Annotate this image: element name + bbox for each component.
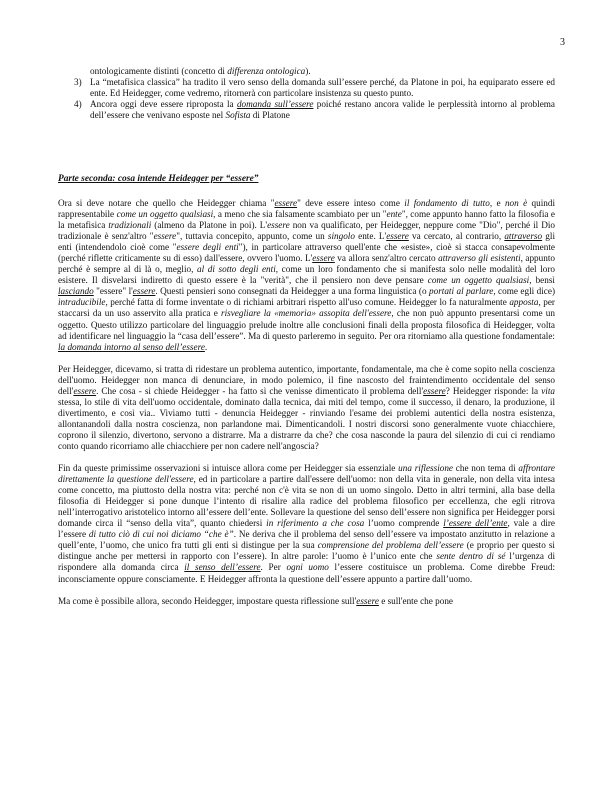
paragraph: Ora si deve notare che quello che Heidegger chiama "essere" deve essere inteso come il fondamento di tutto, e non è quindi rappresentabile come un oggetto qualsiasi, a meno che sia falsamente scambiato per un "ente", come appunto hanno fatto la filosofia e la metafisica tradizionali (almeno da Platone in poi). L'essere non va qualificato, per Heidegger, neppure come "Dio", perché il Dio tradizionale è senz'altro "essere", tuttavia concepito, appunto, come un singolo ente. L'essere va cercato, al contrario, attraverso gli enti (intendendolo cioè come "essere degli enti"), in particolare attraverso quell'ente che «esiste», cioè si stacca consapevolmente (perché riflette criticamente su di esso) dall'essere, ovvero l'uomo. L'essere va allora senz'altro cercato attraverso gli esistenti, appunto perché è sempre al di là o, meglio, al di sotto degli enti, come un loro fondamento che si manifesta solo nelle modalità del loro esistere. Il disvelarsi indiretto di questo essere è la "verità", che il pensiero non deve pensare come un oggetto qualsiasi, bensì lasciando "essere" l'essere. Questi pensieri sono consegnati da Heidegger a una forma linguistica (o portati al parlare, come egli dice) intraducibile, perché fatta di forme inventate o di richiami arbitrari rispetto all'uso comune. Heidegger lo fa naturalmente apposta, per staccarsi da un uso asservito alla pratica e risvegliare la «memoria» assopita dell'essere, che non può appunto presentarsi come un oggetto. Questo utilizzo particolare del linguaggio prelude inoltre alle conclusioni finali della proposta filosofica di Heidegger, volta ad identificare nel linguaggio la “casa dell’essere”. Ma di questo parleremo in seguito. Per ora ritorniamo alla questione fondamentale: la domanda intorno al senso dell’essere. [58, 198, 556, 352]
body-text [58, 198, 555, 618]
list-item: ontologicamente distinti (concetto di differenza ontologica). [90, 66, 311, 76]
paragraph: Fin da queste primissime osservazioni si intuisce allora come per Heidegger sia essenziale una riflessione che non tema di affrontare direttamente la questione dell'essere, ed in particolare a partire dall'essere dell'uomo: non della vita in generale, non della vita intesa come concetto, ma piuttosto della nostra vita: perché non c'è vita se non di un uomo singolo. Detto in altri termini, alla base della filosofia di Heidegger si pone dunque l’intento di risalire alla radice del problema filosofico per eccellenza, che egli ritrova nell’interrogativo aristotelico intorno all’essere dell’ente. Sollevare la questione del senso dell’essere non significa per Heidegger porsi domande circa il “senso della vita”, quanto chiedersi in riferimento a che cosa l’uomo comprende l’essere dell’ente, vale a dire l’essere di tutto ciò di cui noi diciamo “che è”. Ne deriva che il problema del senso dell’essere va impostato anzitutto in relazione a quell’ente, l’uomo, che unico fra tutti gli enti si distingue per la sua comprensione del problema dell’essere (e proprio per questo si distingue anche per mettersi in rapporto con l’essere). In altre parole: l’uomo è l’unico ente che sente dentro di sé l’urgenza di rispondere alla domanda circa il senso dell’essere. Per ogni uomo l’essere costituisce un problema. Come direbbe Freud: inconsciamente oppure consciamente. E Heidegger affronta la questione dell’essere appunto a partire dall’uomo. [58, 463, 556, 584]
list-item: 3) La “metafisica classica” ha tradito il vero senso della domanda sull’essere perché, da Platone in poi, ha equiparato essere ed ente. Ed Heidegger, come vedremo, ritornerà con particolare insistenza su questo punto. [74, 77, 555, 99]
section-title: Parte seconda: cosa intende Heidegger per “essere” [58, 174, 259, 184]
paragraph: Ma come è possibile allora, secondo Heidegger, impostare questa riflessione sull'essere e sull'ente che pone [58, 595, 454, 606]
list-item: 4) Ancora oggi deve essere riproposta la domanda sull’essere poiché restano ancora valide le perplessità intorno al problema dell’essere che venivano esposte nel Sofista di Platone [74, 99, 556, 121]
paragraph: Per Heidegger, dicevamo, si tratta di ridestare un problema autentico, importante, fondamentale, ma che è come sopito nella coscienza dell'uomo. Heidegger non manca di denunciare, in modo polemico, il fine nascosto del fraintendimento occidentale del senso dell'essere. Che cosa - si chiede Heidegger - ha fatto sì che venisse dimenticato il problema dell'essere? Heidegger risponde: la vita stessa, lo stile di vita dell'uomo occidentale, dominato dalla tecnica, dai miti del tempo, come il successo, il denaro, la produzione, il divertimento, e così via.. Viviamo tutti - denuncia Heidegger - rinviando l'esame dei problemi autentici della nostra esistenza, allontanandoli dalla nostra coscienza, non parlandone mai. Dimenticandoli. I nostri discorsi sono generalmente vuote chiacchiere, coprono il silenzio, divertono, servono a distrarre. Ma a distrarre da che? che cosa nasconde la paura del silenzio di cui ci rendiamo conto quando ricorriamo alle chiacchiere per non cadere nell'angoscia? [58, 363, 555, 451]
numbered-list [58, 66, 555, 121]
list-number: 4) [74, 99, 82, 110]
list-number: 3) [74, 77, 82, 88]
page-number: 3 [560, 37, 565, 48]
